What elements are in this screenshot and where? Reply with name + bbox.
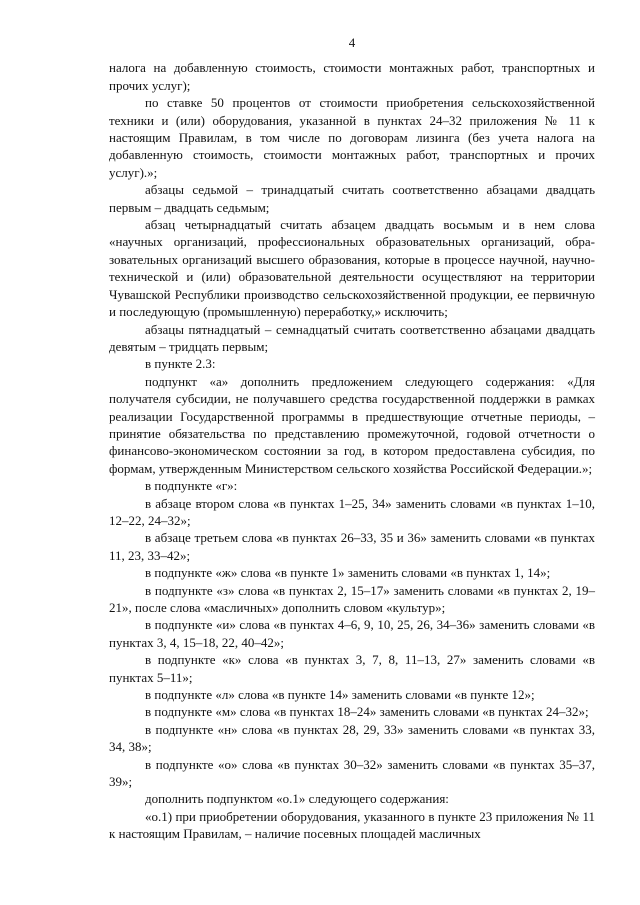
paragraph: в подпункте «л» слова «в пункте 14» заменить словами «в пункте 12»;: [145, 687, 535, 703]
paragraph: налога на добавленную стоимость, стоимости монтажных работ, транспортных и прочих услуг);: [109, 60, 595, 93]
paragraph: в подпункте «м» слова «в пунктах 18–24» заменить словами «в пунктах 24–32»;: [145, 704, 589, 720]
paragraph: в подпункте «к» слова «в пунктах 3, 7, 8, 11–13, 27» заменить словами «в пунктах 5–11»;: [109, 652, 595, 685]
paragraph: в абзаце третьем слова «в пунктах 26–33, 35 и 36» заменить словами «в пунктах 11, 23, 33–42»;: [109, 530, 595, 563]
paragraph: в пункте 2.3:: [145, 356, 216, 372]
paragraph: в подпункте «ж» слова «в пункте 1» заменить словами «в пунктах 1, 14»;: [145, 565, 551, 581]
paragraph: абзацы пятнадцатый – семнадцатый считать соответственно абзацами двадцать девятым – тридцать первым;: [109, 321, 595, 354]
paragraph: абзац четырнадцатый считать абзацем двадцать восьмым и в нем слова «научных организаций, профессиональных образовательных организаций, образовательных организаций высшего образования, которые в процессе научной, научно-технической и (или) образовательной деятельности осуществляют на территории Чувашской Республики производство сельскохозяйственной продукции, ее первичную и последующую (промышленную) переработку,» исключить;: [109, 217, 595, 320]
paragraph: по ставке 50 процентов от стоимости приобретения сельскохозяйственной техники и (или) оборудования, указанной в пунктах 24–32 приложения № 11 к настоящим Правилам, в том числе по договорам лизинга (без учета налога на добавленную стоимость, стоимости монтажных работ, транспортных и прочих услуг).»;: [109, 95, 595, 180]
paragraph: в подпункте «н» слова «в пунктах 28, 29, 33» заменить словами «в пунктах 33, 34, 38»;: [109, 721, 595, 755]
paragraph: в подпункте «з» слова «в пунктах 2, 15–17» заменить словами «в пунктах 2, 19–21», после слова «масличных» дополнить словом «культур»;: [109, 582, 595, 615]
paragraph: дополнить подпунктом «о.1» следующего содержания:: [145, 791, 449, 807]
paragraph: «о.1) при приобретении оборудования, указанного в пункте 23 приложения № 11 к настоящим Правилам, – наличие посевных площадей масличных: [109, 808, 595, 842]
page-number: 4: [348, 35, 356, 50]
paragraph: в подпункте «о» слова «в пунктах 30–32» заменить словами «в пунктах 35–37, 39»;: [109, 756, 595, 790]
paragraph: в подпункте «г»:: [145, 478, 238, 494]
paragraph: в подпункте «и» слова «в пунктах 4–6, 9, 10, 25, 26, 34–36» заменить словами «в пунктах 3, 4, 15–18, 22, 40–42»;: [109, 617, 595, 650]
paragraph: абзацы седьмой – тринадцатый считать соответственно абзацами двадцать первым – двадцать седьмым;: [109, 182, 595, 215]
paragraph: подпункт «а» дополнить предложением следующего содержания: «Для получателя субсидии, не получавшего средства государственной поддержки в рамках реализации Государственной программы в предшествующие отчетные периоды, – принятие обязательства по представлению промежуточной, годовой отчетности о финансово-экономическом состоянии за год, в котором предоставлена субсидия, по формам, утвержденным Министерством сельского хозяйства Российской Федерации.»;: [109, 373, 595, 476]
paragraph: в абзаце втором слова «в пунктах 1–25, 34» заменить словами «в пунктах 1–10, 12–22, 24–32»;: [109, 495, 595, 528]
